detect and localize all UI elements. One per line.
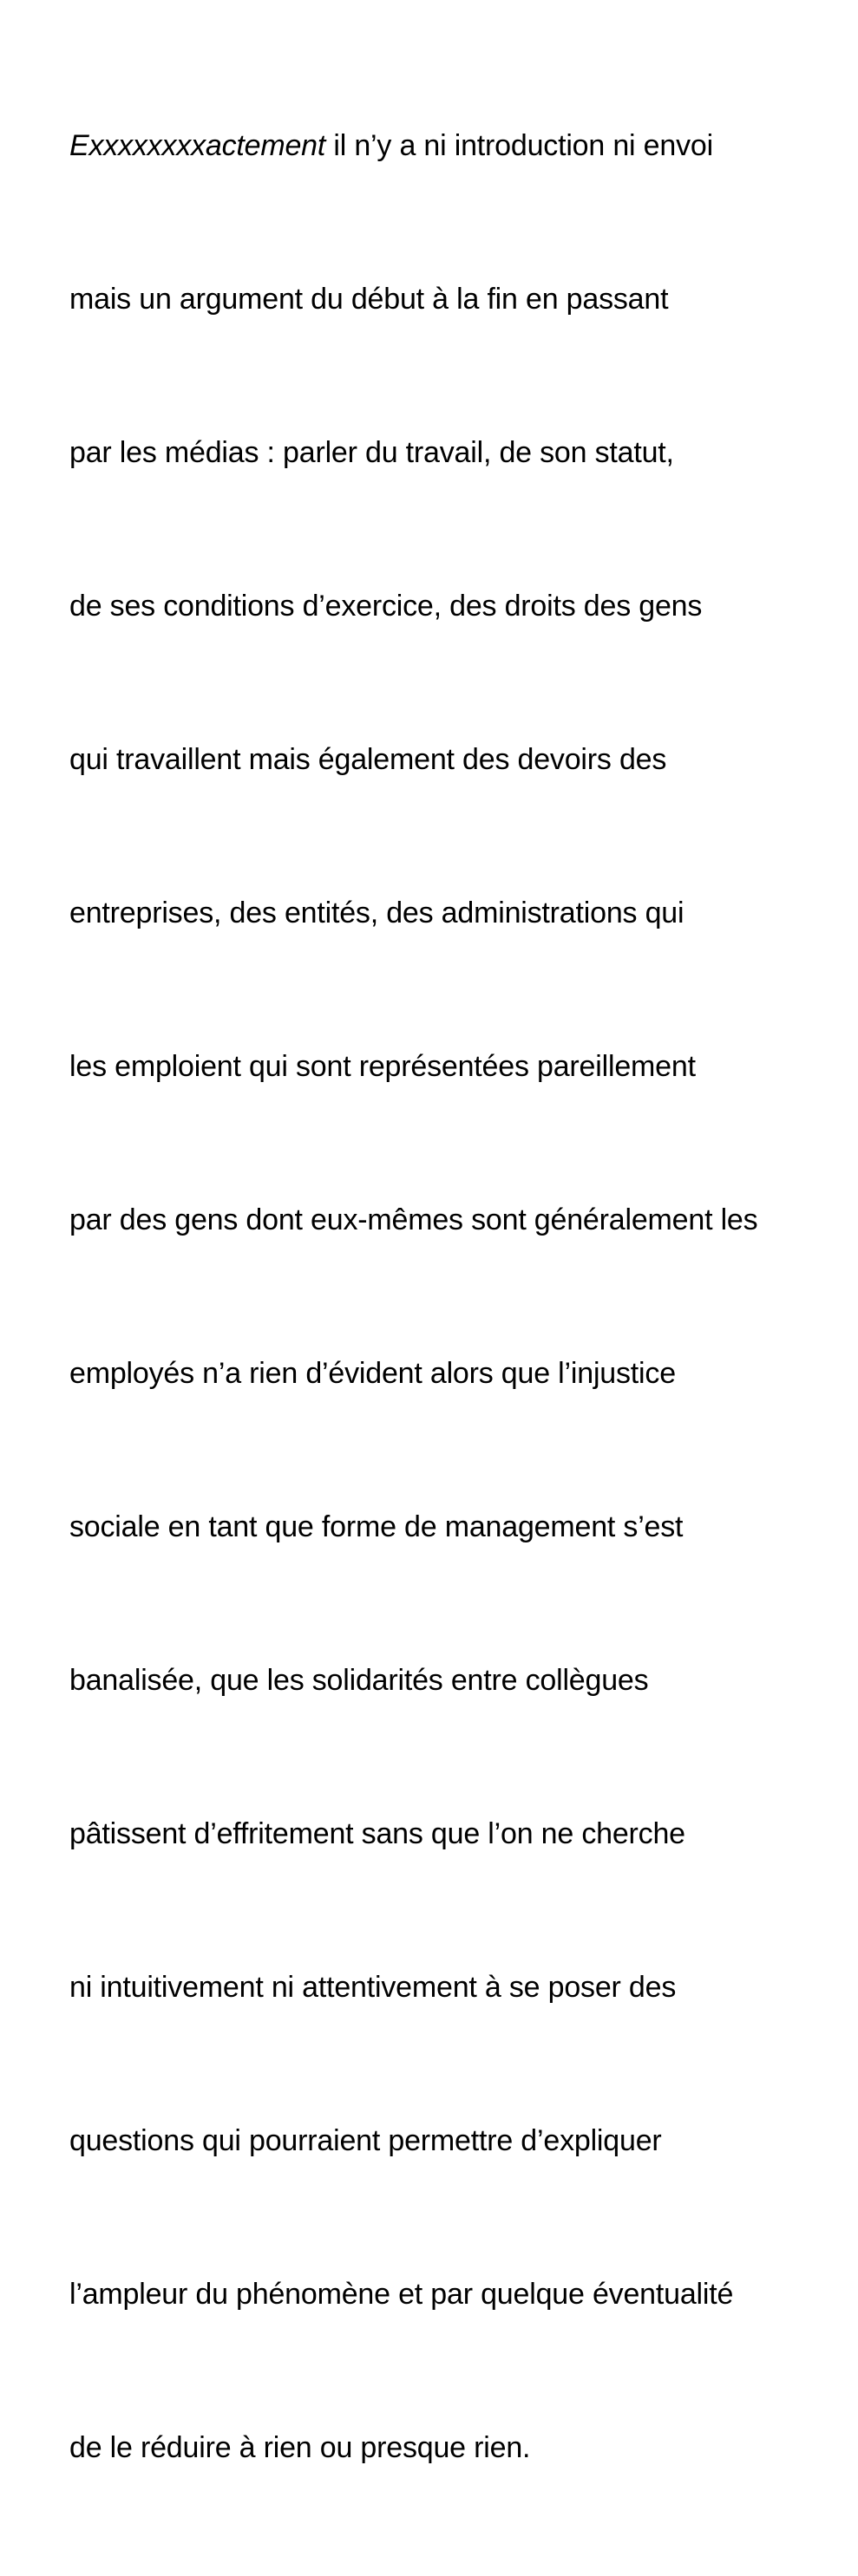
text-line: pâtissent d’effritement sans que l’on ne cherche (69, 1817, 685, 1850)
text-line: de ses conditions d’exercice, des droits des gens (69, 590, 703, 623)
text-line: par les médias : parler du travail, de son statut, (69, 436, 674, 469)
text-line: questions qui pourraient permettre d’expliquer (69, 2124, 662, 2157)
text-line: banalisée, que les solidarités entre collègues (69, 1664, 649, 1697)
text-line: sociale en tant que forme de management s’est (69, 1510, 684, 1543)
text-line-rest: il n’y a ni introduction ni envoi (325, 129, 713, 162)
paragraph (69, 18, 823, 2576)
text-line: ni intuitivement ni attentivement à se poser des (69, 1971, 677, 2004)
text-line: mais un argument du début à la fin en passant (69, 283, 669, 316)
text-line: employés n’a rien d’évident alors que l’injustice (69, 1357, 676, 1390)
emphasized-lead-word: Exxxxxxxxactement (69, 129, 326, 162)
text-line (69, 121, 823, 172)
text-line: par des gens dont eux-mêmes sont généralement les (69, 1203, 758, 1236)
text-line: qui travaillent mais également des devoirs des (69, 743, 667, 776)
text-line: de le réduire à rien ou presque rien. (69, 2431, 531, 2464)
text-line: les emploient qui sont représentées pareillement (69, 1050, 696, 1083)
text-line: entreprises, des entités, des administrations qui (69, 897, 684, 929)
text-line: l’ampleur du phénomène et par quelque éventualité (69, 2278, 734, 2311)
